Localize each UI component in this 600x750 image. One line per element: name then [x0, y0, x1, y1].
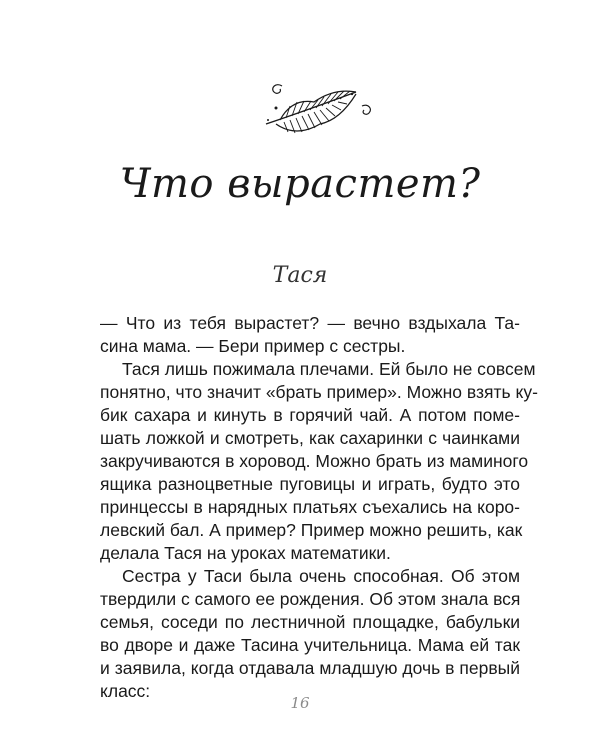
text-line: понятно, что значит «брать пример». Можно взять ку-	[100, 382, 538, 402]
text-line: — Что из тебя вырастет? — вечно вздыхала Та-	[100, 313, 520, 333]
text-line: закручиваются в хоровод. Можно брать из маминого	[100, 451, 529, 471]
text-line: шать ложкой и смотреть, как сахаринки с чаинками	[100, 428, 520, 448]
text-line: делала Тася на уроках математики.	[100, 543, 391, 563]
chapter-subtitle: Тася	[272, 263, 328, 288]
text-line: Тася лишь пожимала плечами. Ей было не совсем	[122, 359, 536, 379]
text-line: сина мама. — Бери пример с сестры.	[100, 336, 406, 356]
feather-icon	[252, 72, 382, 162]
text-line: класс:	[100, 681, 151, 701]
body-text	[100, 312, 538, 703]
chapter-title: Что вырастет?	[119, 161, 481, 207]
text-line: во дворе и даже Тасина учительница. Мама ей так	[100, 635, 520, 655]
page-number: 16	[290, 694, 310, 712]
text-line: принцессы в нарядных платьях съехались на коро-	[100, 497, 520, 517]
text-line: твердили с самого ее рождения. Об этом знала вся	[100, 589, 521, 609]
text-line: левский бал. А пример? Пример можно решить, как	[100, 520, 523, 540]
text-line: бик сахара и кинуть в горячий чай. А потом поме-	[100, 405, 520, 425]
text-line: и заявила, когда отдавала младшую дочь в первый	[100, 658, 520, 678]
text-line: семья, соседи по лестничной площадке, бабульки	[100, 612, 520, 632]
text-line: Сестра у Таси была очень способная. Об этом	[122, 566, 520, 586]
text-line: ящика разноцветные пуговицы и играть, будто это	[100, 474, 520, 494]
